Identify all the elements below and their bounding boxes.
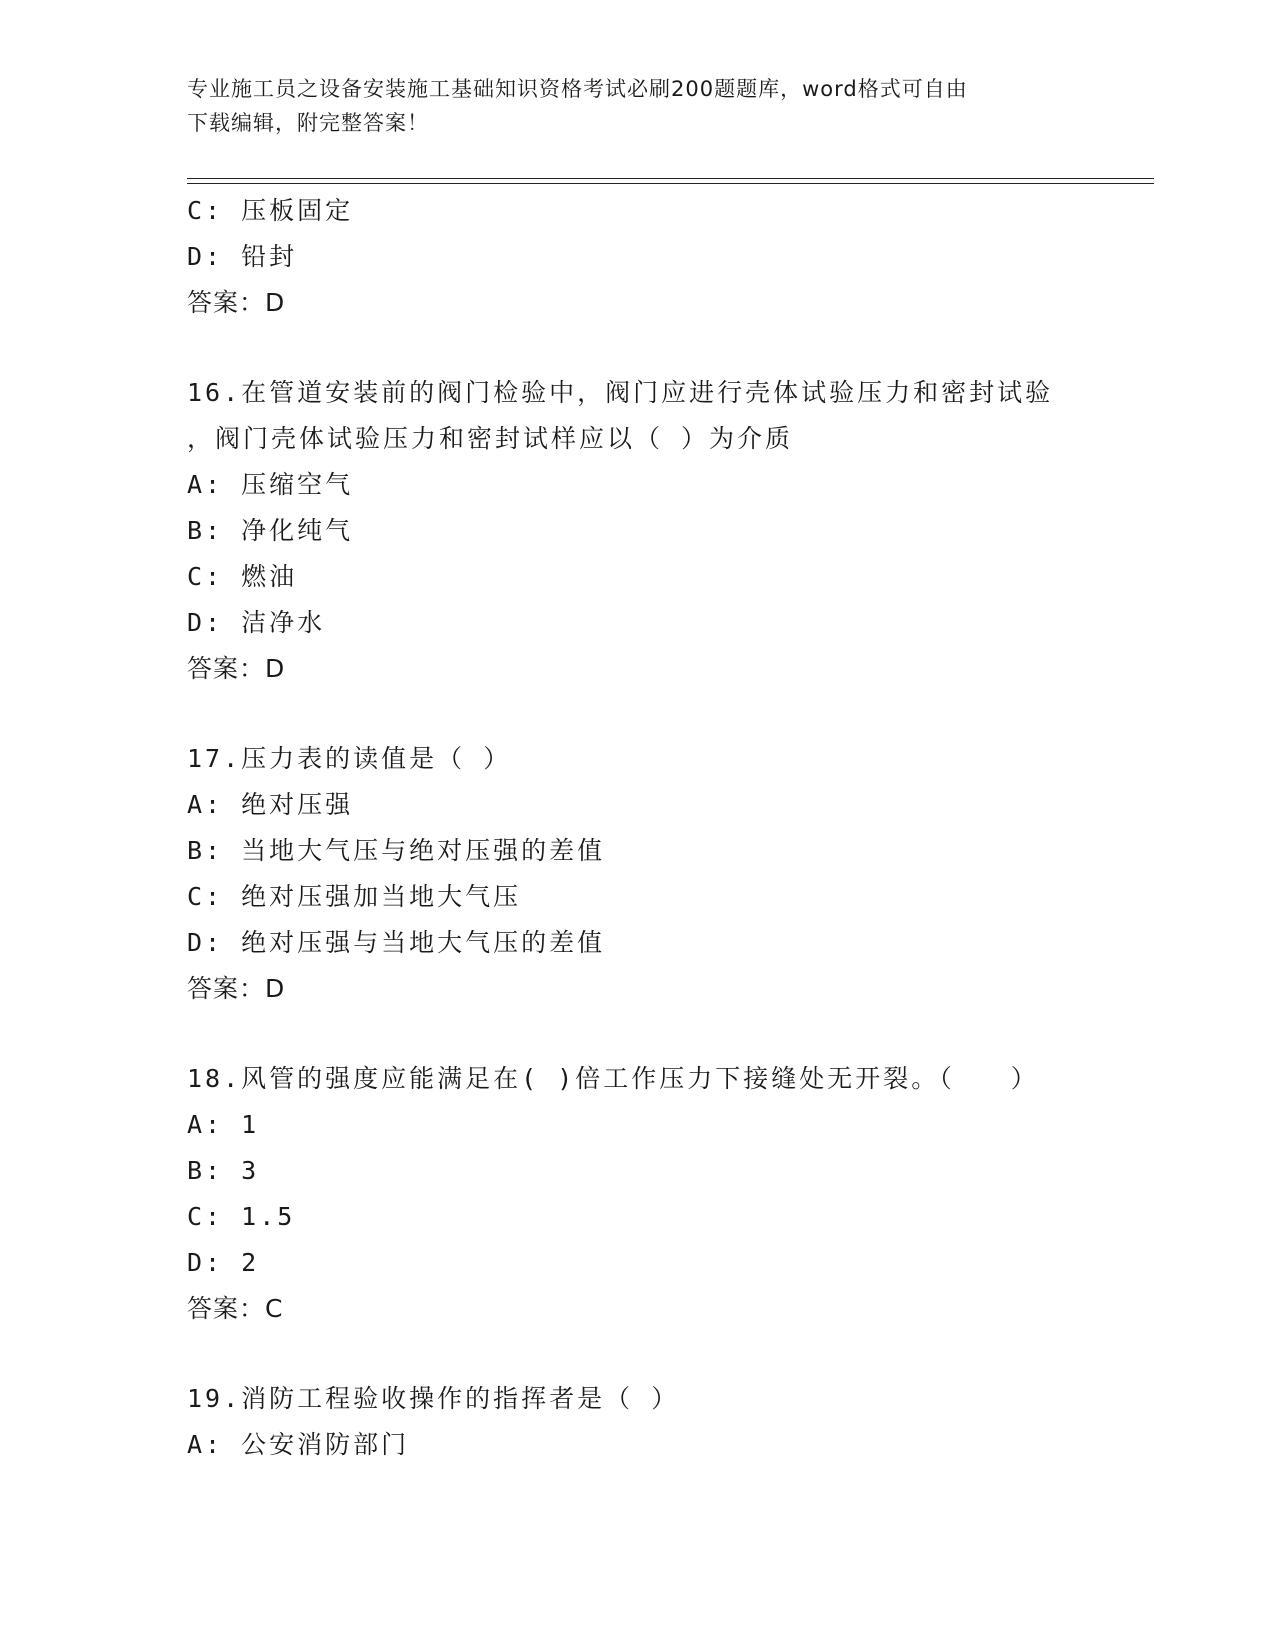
header-divider-bottom [187,183,1154,184]
question-17 [187,736,1147,1012]
option-a: A: 1 [187,1110,260,1139]
question-16 [187,370,1147,692]
answer: 答案：D [187,288,286,317]
option-d: D: 绝对压强与当地大气压的差值 [187,928,606,957]
option-b: B: 净化纯气 [187,516,354,545]
question-stem-continued: ，阀门壳体试验压力和密封试样应以（ ）为介质 [187,424,794,453]
option-c: C: 压板固定 [187,196,354,225]
question-18 [187,1056,1147,1332]
spacer [187,1012,1147,1056]
spacer [187,326,1147,370]
option-b: B: 3 [187,1156,260,1185]
option-c: C: 绝对压强加当地大气压 [187,882,522,911]
header-line-1: 专业施工员之设备安装施工基础知识资格考试必刷200题题库，word格式可自由 [187,77,968,101]
option-d: D: 2 [187,1248,260,1277]
option-c: C: 1.5 [187,1202,296,1231]
spacer [187,692,1147,736]
option-a: A: 绝对压强 [187,790,354,819]
option-b: B: 当地大气压与绝对压强的差值 [187,836,606,865]
option-d: D: 铅封 [187,242,298,271]
question-stem: 16.在管道安装前的阀门检验中，阀门应进行壳体试验压力和密封试验 [187,378,1054,407]
question-stem: 18.风管的强度应能满足在( )倍工作压力下接缝处无开裂。（ ） [187,1064,1039,1093]
option-a: A: 公安消防部门 [187,1430,410,1459]
answer: 答案：C [187,1294,284,1323]
question-19 [187,1376,1147,1468]
answer: 答案：D [187,654,286,683]
question-15-tail [187,188,1147,326]
question-list [187,188,1147,1468]
question-stem: 19.消防工程验收操作的指挥者是（ ） [187,1384,680,1413]
option-a: A: 压缩空气 [187,470,354,499]
question-stem: 17.压力表的读值是（ ） [187,744,512,773]
answer: 答案：D [187,974,286,1003]
header-divider-top [187,178,1154,179]
option-c: C: 燃油 [187,562,298,591]
spacer [187,1332,1147,1376]
header-line-2: 下载编辑，附完整答案！ [187,111,429,135]
document-header [187,72,1087,140]
option-d: D: 洁净水 [187,608,326,637]
